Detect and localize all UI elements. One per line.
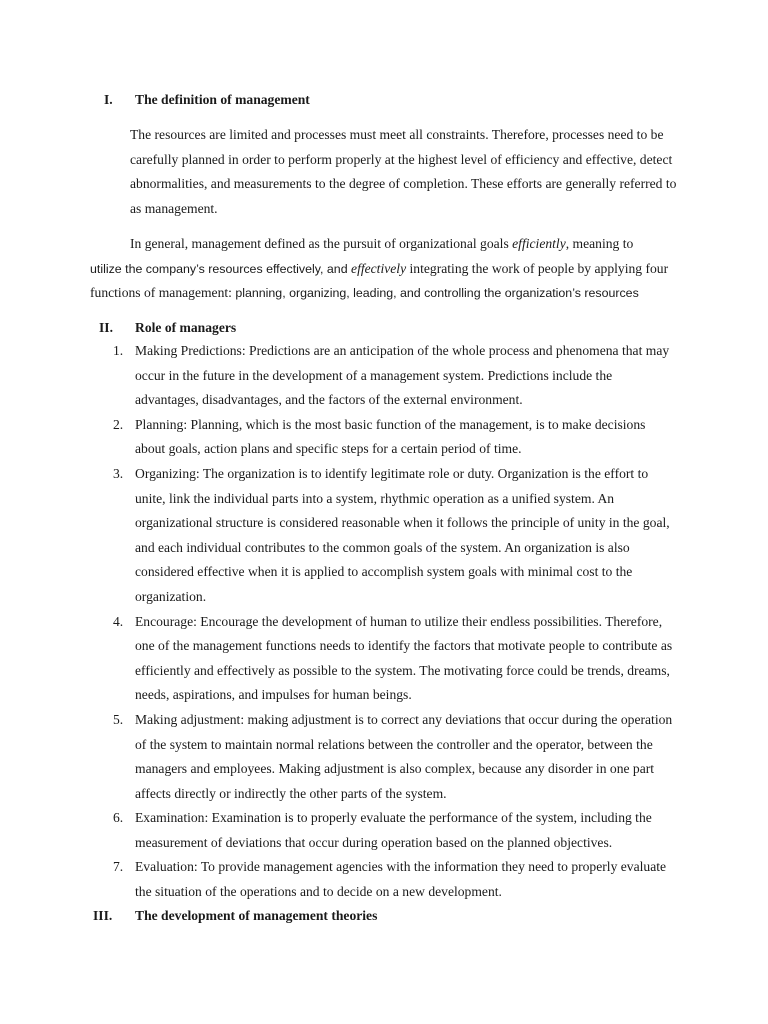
list-item-number: 1. — [113, 343, 124, 358]
list-item — [0, 806, 768, 855]
paragraph-text: The resources are limited and processes must meet all constraints. Therefore, processes need to be carefully planned in order to perform properly at the highest level of efficiency and effective, detect abnormalities, and measurements to the degree of completion. These efforts are generally referred to as management. — [130, 127, 677, 217]
section-number-1: I. — [104, 92, 113, 107]
list-item-text: Encourage: Encourage the development of human to utilize their endless possibilities. Therefore, one of the management functions needs to identify the factors that motivate people to contribute as efficiently and effectively as possible to the system. The motivating force could be trends, dreams, needs, aspirations, and impulses for human beings. — [135, 613, 673, 703]
list-item-text: Examination: Examination is to properly evaluate the performance of the system, including the measurement of deviations that occur during operation based on the planned objectives. — [135, 810, 652, 850]
emphasis-efficiently: efficiently — [512, 236, 566, 251]
roles-list — [0, 339, 768, 905]
list-item-number: 4. — [113, 613, 124, 629]
list-item-number: 3. — [113, 465, 124, 481]
list-item — [0, 708, 768, 806]
section-title-2: Role of managers — [135, 320, 237, 335]
list-item-number: 7. — [113, 859, 124, 875]
list-item — [0, 462, 768, 610]
list-item-text: Evaluation: To provide management agencies with the information they need to properly evaluate the situation of the operations and to decide on a new development. — [135, 859, 667, 900]
list-item-number: 2. — [113, 416, 124, 432]
section-title-1: The definition of management — [135, 92, 310, 107]
list-item-text: Making Predictions: Predictions are an anticipation of the whole process and phenomena that may occur in the future in the development of a management system. Predictions include the advantages, disadvantages, and the factors of the external environment. — [135, 343, 670, 408]
list-item-text: Planning: Planning, which is the most basic function of the management, is to make decisions about goals, action plans and specific steps for a certain period of time. — [135, 416, 646, 457]
list-item-number: 5. — [113, 711, 124, 727]
paragraph-general — [90, 232, 690, 306]
emphasis-effectively: effectively — [351, 260, 407, 276]
text-run-sans: utilize the company’s resources effectively, and — [90, 261, 352, 276]
text-run-sans: planning, organizing, leading, and controlling the organization’s resources — [235, 286, 639, 301]
section-number-2: II. — [99, 320, 113, 335]
paragraph-line-2 — [90, 257, 690, 306]
list-item — [0, 855, 768, 904]
paragraph-definition — [90, 123, 690, 222]
text-run: , meaning to — [565, 236, 634, 251]
list-item — [0, 610, 768, 708]
list-item-text: Making adjustment: making adjustment is to correct any deviations that occur during the operation of the system to maintain normal relations between the controller and the operator, between the managers and employees. Making adjustment is also complex, because any disorder in one part affects directly or indirectly the other parts of the system. — [135, 711, 673, 801]
section-title-3: The development of management theories — [135, 908, 378, 923]
text-run: integrating the work of people by applying four functions of management: — [90, 260, 669, 301]
list-item-number: 6. — [113, 810, 124, 826]
list-item — [0, 339, 768, 413]
section-number-3: III. — [93, 908, 113, 923]
paragraph-line-1 — [90, 232, 690, 257]
list-item — [0, 413, 768, 462]
text-run: In general, management defined as the pursuit of organizational goals — [130, 236, 513, 251]
list-item-text: Organizing: The organization is to identify legitimate role or duty. Organization is the effort to unite, link the individual parts into a system, rhythmic operation as a unified system. An organizational structure is considered reasonable when it follows the principle of unity in the goal, and each individual contributes to the common goals of the system. An organization is also considered effective when it is applied to accomplish system goals with minimal cost to the organization. — [135, 465, 670, 604]
